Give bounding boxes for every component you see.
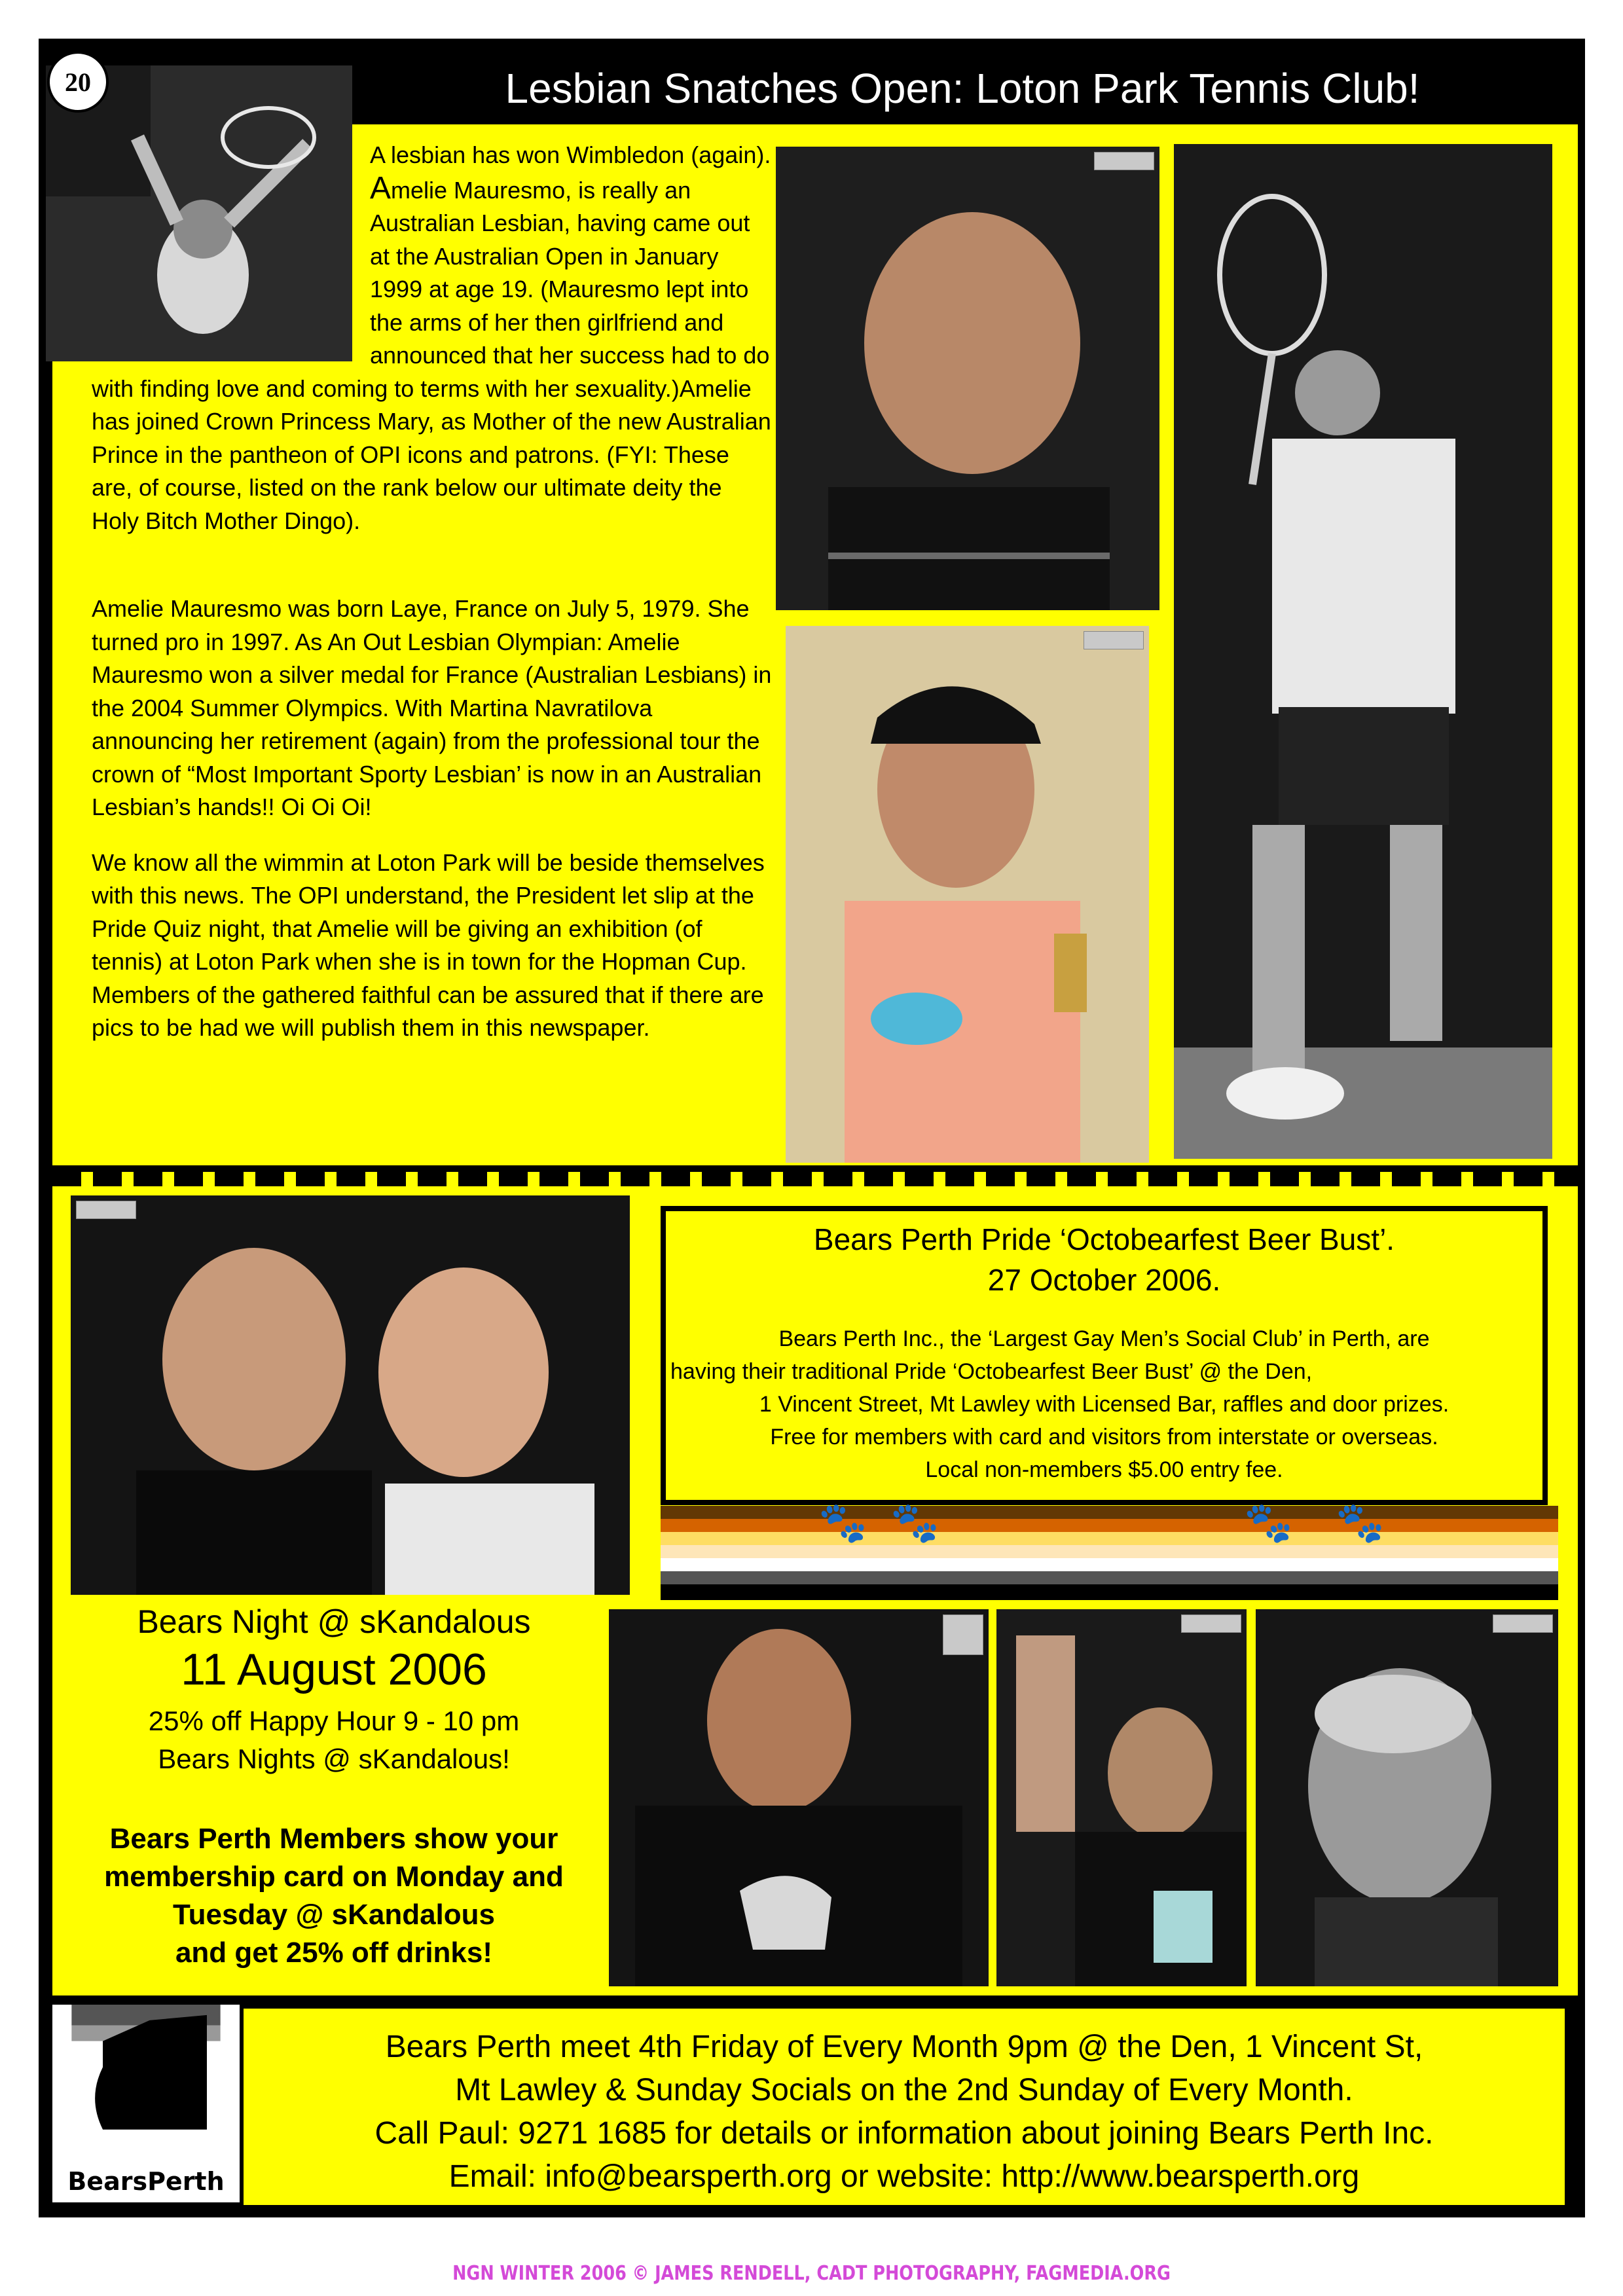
article-continued xyxy=(92,592,773,1045)
photo-member-smiling xyxy=(609,1609,989,1986)
page-number: 20 xyxy=(47,51,109,113)
octobearfest-line-1: Bears Perth Inc., the ‘Largest Gay Men’s Social Club’ in Perth, are xyxy=(778,1326,1430,1351)
article-paragraph-3: We know all the wimmin at Loton Park will be beside themselves with this news. The OPI understand, the President let slip at the Pride Quiz night, that Amelie will be giving an exhibition (of tennis) at Loton Park when she is in town for the Hopman Cup. Members of the gathered faithful can be assured that if there are pics to be had we will publish them in this newspaper. xyxy=(92,848,765,1041)
skandalous-offer-1: Bears Perth Members show your xyxy=(109,1823,558,1855)
photo-member-raised-arm xyxy=(996,1609,1247,1986)
octobearfest-line-2: having their traditional Pride ‘Octobearfest Beer Bust’ @ the Den, xyxy=(670,1359,1313,1384)
paw-print-icon: 🐾 xyxy=(1336,1501,1385,1544)
photo-two-members xyxy=(71,1195,630,1595)
skandalous-heading: Bears Night @ sKandalous xyxy=(137,1603,531,1640)
octobearfest-heading: Bears Perth Pride ‘Octobearfest Beer Bust’. xyxy=(813,1222,1395,1256)
octobearfest-line-4: Free for members with card and visitors from interstate or overseas. xyxy=(770,1425,1438,1449)
article-drop-cap: A xyxy=(370,170,392,206)
western-australia-map-icon xyxy=(52,2005,240,2162)
footer-credit: NGN WINTER 2006 © JAMES RENDELL, CADT PHOTOGRAPHY, FAGMEDIA.ORG xyxy=(452,2262,1171,2285)
bear-pride-flag-banner xyxy=(661,1506,1558,1600)
skandalous-offer-2: membership card on Monday and xyxy=(104,1861,564,1893)
paw-print-icon: 🐾 xyxy=(1244,1501,1293,1544)
skandalous-line-1: 25% off Happy Hour 9 - 10 pm xyxy=(148,1705,520,1736)
octobearfest-line-5: Local non-members $5.00 entry fee. xyxy=(925,1457,1283,1482)
article-paragraph-2: Amelie Mauresmo was born Laye, France on July 5, 1979. She turned pro in 1997. As An Out Lesbian Olympian: Amelie Mauresmo won a silver medal for France (Australian Lesbians) in the 2004 Summer Olympics. With Martina Navratilova announcing her retirement (again) from the professional tour the crown of “Most Important Sporty Lesbian’ is now in an Australian Lesbian’s hands!! Oi Oi Oi! xyxy=(92,595,772,820)
article-paragraph-1 xyxy=(92,139,773,538)
skandalous-offer-3: Tuesday @ sKandalous xyxy=(173,1899,495,1931)
skandalous-offer-4: and get 25% off drinks! xyxy=(175,1937,493,1969)
photo-member-looking-up xyxy=(1256,1609,1558,1986)
photo-tennis-player xyxy=(1174,144,1552,1159)
section-divider xyxy=(52,1172,1578,1186)
photo-credit-tag xyxy=(76,1201,136,1219)
octobearfest-date: 27 October 2006. xyxy=(987,1263,1221,1297)
bears-perth-logo-label: BearsPerth xyxy=(67,2167,225,2196)
contact-line-1: Bears Perth meet 4th Friday of Every Month 9pm @ the Den, 1 Vincent St, xyxy=(385,2030,1423,2064)
article-paragraph-1-start: A lesbian has won Wimbledon (again). xyxy=(370,141,771,168)
photo-credit-tag xyxy=(1094,152,1154,170)
photo-credit-tag xyxy=(943,1614,983,1655)
photo-credit-tag xyxy=(1493,1614,1553,1633)
paw-print-icon: 🐾 xyxy=(890,1501,939,1544)
contact-line-3: Call Paul: 9271 1685 for details or information about joining Bears Perth Inc. xyxy=(374,2116,1434,2151)
bears-perth-logo xyxy=(52,2005,240,2202)
contact-line-2: Mt Lawley & Sunday Socials on the 2nd Sunday of Every Month. xyxy=(455,2073,1353,2107)
photo-member-portrait xyxy=(776,147,1159,610)
article-paragraph-1-rest: melie Mauresmo, is really an Australian Lesbian, having came out at the Australian Open in January 1999 at age 19. (Mauresmo lept into the arms of her then girlfriend and announced that her success had to do with finding love and coming to terms with her sexuality.)Amelie has joined Crown Princess Mary, as Mother of the new Australian Prince in the pantheon of OPI icons and patrons. (FYI: These are, of course, listed on the rank below our ultimate deity the Holy Bitch Mother Dingo). xyxy=(92,176,771,534)
octobearfest-line-3: 1 Vincent Street, Mt Lawley with Licensed Bar, raffles and door prizes. xyxy=(759,1392,1450,1417)
photo-credit-tag xyxy=(1181,1614,1241,1633)
contact-line-4: Email: info@bearsperth.org or website: http://www.bearsperth.org xyxy=(448,2159,1360,2194)
photo-credit-tag xyxy=(1084,631,1144,649)
article-body xyxy=(92,139,773,538)
page-title: Lesbian Snatches Open: Loton Park Tennis Club! xyxy=(505,65,1420,112)
skandalous-date: 11 August 2006 xyxy=(181,1645,487,1694)
paw-print-icon: 🐾 xyxy=(818,1501,867,1544)
skandalous-line-2: Bears Nights @ sKandalous! xyxy=(158,1743,510,1774)
photo-member-with-trophy xyxy=(786,626,1149,1163)
